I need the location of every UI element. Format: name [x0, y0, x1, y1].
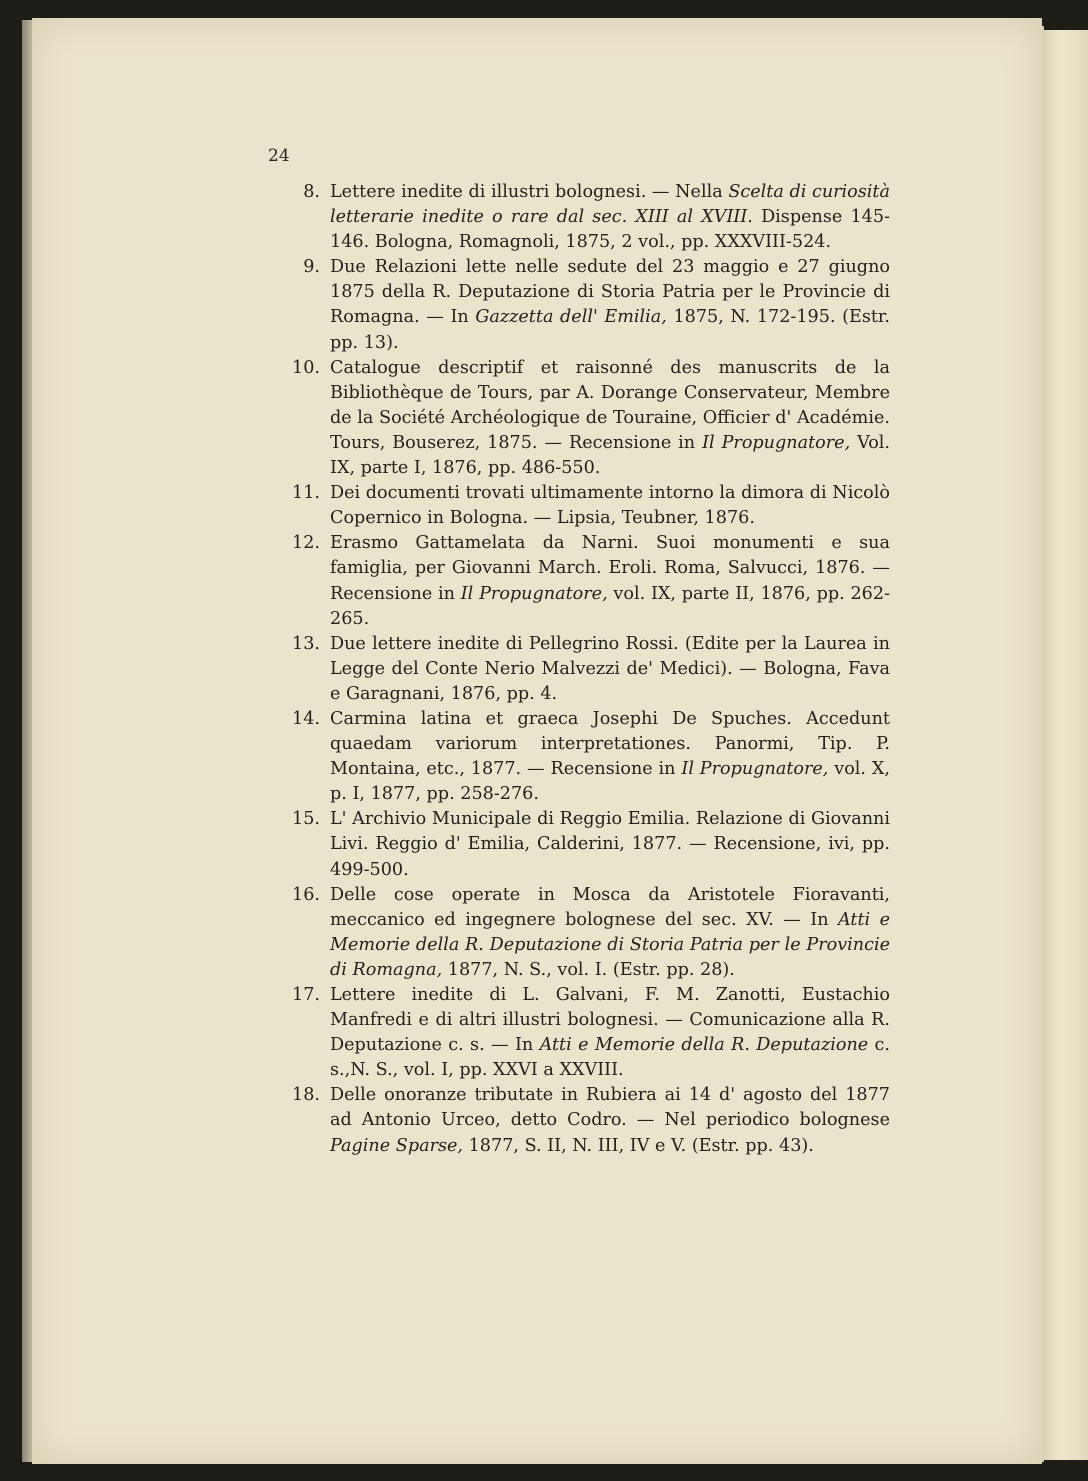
entry-text-segment: L' Archivio Municipale di Reggio Emilia. Relazione di Giovanni Livi. Reggio d' Emilia, Calderini, 1877. — Recensione, ivi, pp. 499-500. [330, 809, 890, 880]
entry-text-segment: Vol. IX, parte I, 1876, pp. 486-550. [330, 432, 891, 479]
bibliography-entry [270, 883, 890, 983]
entry-title-italic: Pagine Sparse, [330, 1135, 464, 1156]
bibliography-entry [270, 1083, 890, 1158]
entry-text-segment: Lettere inedite di illustri bolognesi. — Nella [330, 182, 729, 202]
entry-number: 16. [292, 884, 320, 905]
entry-text [330, 634, 890, 704]
entry-title-italic: Gazzetta dell' Emilia, [475, 307, 667, 328]
entry-text [330, 1085, 890, 1155]
entry-text [330, 709, 890, 804]
entry-text [330, 809, 890, 879]
entry-number: 10. [292, 357, 320, 378]
bibliography-entry [270, 356, 890, 481]
entry-title-italic: Atti e Memorie della R. Deputazione di Storia Patria per le Provincie di Romagna, [330, 909, 891, 980]
entry-text [330, 483, 890, 528]
bibliography-entry [270, 707, 890, 807]
entry-number: 11. [292, 483, 320, 504]
entry-number: 18. [292, 1085, 320, 1106]
page-number: 24 [268, 146, 290, 166]
entry-number: 13. [292, 633, 320, 654]
entry-number: 14. [292, 708, 320, 729]
entry-title-italic: Il Propugnatore, [681, 759, 829, 780]
entry-title-italic: Scelta di curiosità letterarie inedite o rare dal sec. XIII al XVIII. [330, 182, 890, 228]
entry-number: 15. [292, 809, 320, 830]
entry-text-segment: vol. X, p. I, 1877, pp. 258-276. [330, 759, 890, 805]
entry-text-segment: Dei documenti trovati ultimamente intorno la dimora di Nicolò Copernico in Bologna. — Lipsia, Teubner, 1876. [330, 483, 890, 529]
entry-text-segment: Due lettere inedite di Pellegrino Rossi. (Edite per la Laurea in Legge del Conte Nerio Malvezzi de' Medici). — Bologna, Fava e Garagnani, 1876, pp. 4. [330, 633, 890, 704]
entry-text-segment: Carmina latina et graeca Josephi De Spuches. Accedunt quaedam variorum interpretationes. Panormi, Tip. P. Montaina, etc., 1877. — Recensione in [330, 708, 890, 780]
entry-text [330, 885, 890, 980]
entry-number: 17. [292, 985, 320, 1005]
bibliography-entry [270, 481, 890, 531]
entry-number: 8. [303, 182, 320, 202]
entry-text-segment: Due Relazioni lette nelle sedute del 23 maggio e 27 giugno 1875 della R. Deputazione di Storia Patria per le Provincie di Romagna. — In [330, 257, 890, 328]
entry-title-italic: Atti e Memorie della R. Deputazione [539, 1035, 869, 1056]
entry-title-italic: Il Propugnatore, [460, 583, 608, 604]
entry-text-segment: Catalogue descriptif et raisonné des manuscrits de la Bibliothèque de Tours, par A. Dorange Conservateur, Membre de la Société Archéologique de Touraine, Officier d' Académie. Tours, Bouserez, 1875. — Recensione in [330, 357, 890, 453]
entry-text-segment: Erasmo Gattamelata da Narni. Suoi monumenti e sua famiglia, per Giovanni March. Eroli. Roma, Salvucci, 1876. — Recensione in [330, 533, 890, 604]
entry-text-segment: 1875, N. 172-195. (Estr. pp. 13). [330, 307, 890, 353]
entry-text-segment: Dispense 145-146. Bologna, Romagnoli, 1875, 2 vol., pp. XXXVIII-524. [330, 207, 890, 253]
entry-text-segment: c. s.,N. S., vol. I, pp. XXVI a XXVIII. [330, 1035, 890, 1081]
next-page-edge [1042, 30, 1088, 1460]
entry-text [330, 533, 890, 628]
entry-text [330, 257, 890, 352]
bibliography-list [270, 180, 890, 1159]
entry-text-segment: Delle cose operate in Mosca da Aristotele Fioravanti, meccanico ed ingegnere bolognese del sec. XV. — In [330, 884, 890, 930]
entry-text [330, 985, 890, 1080]
bibliography-entry [270, 983, 890, 1083]
bibliography-entry [270, 632, 890, 707]
entry-text-segment: Delle onoranze tributate in Rubiera ai 14 d' agosto del 1877 ad Antonio Urceo, detto Codro. — Nel periodico bolognese [330, 1085, 890, 1131]
bibliography-entry [270, 531, 890, 631]
entry-text-segment: 1877, N. S., vol. I. (Estr. pp. 28). [442, 959, 735, 980]
entry-text-segment: Lettere inedite di L. Galvani, F. M. Zanotti, Eustachio Manfredi e di altri illustri bolognesi. — Comunicazione alla R. Deputazione c. s. — In [330, 985, 890, 1056]
entry-text-segment: vol. IX, parte II, 1876, pp. 262-265. [330, 583, 890, 629]
entry-text [330, 182, 890, 252]
bibliography-entry [270, 255, 890, 355]
bibliography-entry [270, 180, 890, 255]
entry-title-italic: Il Propugnatore, [702, 432, 851, 453]
entry-number: 12. [292, 533, 320, 554]
entry-text-segment: 1877, S. II, N. III, IV e V. (Estr. pp. 43). [463, 1135, 814, 1156]
bibliography-entry [270, 807, 890, 882]
entry-text [330, 358, 890, 478]
entry-number: 9. [303, 257, 320, 278]
